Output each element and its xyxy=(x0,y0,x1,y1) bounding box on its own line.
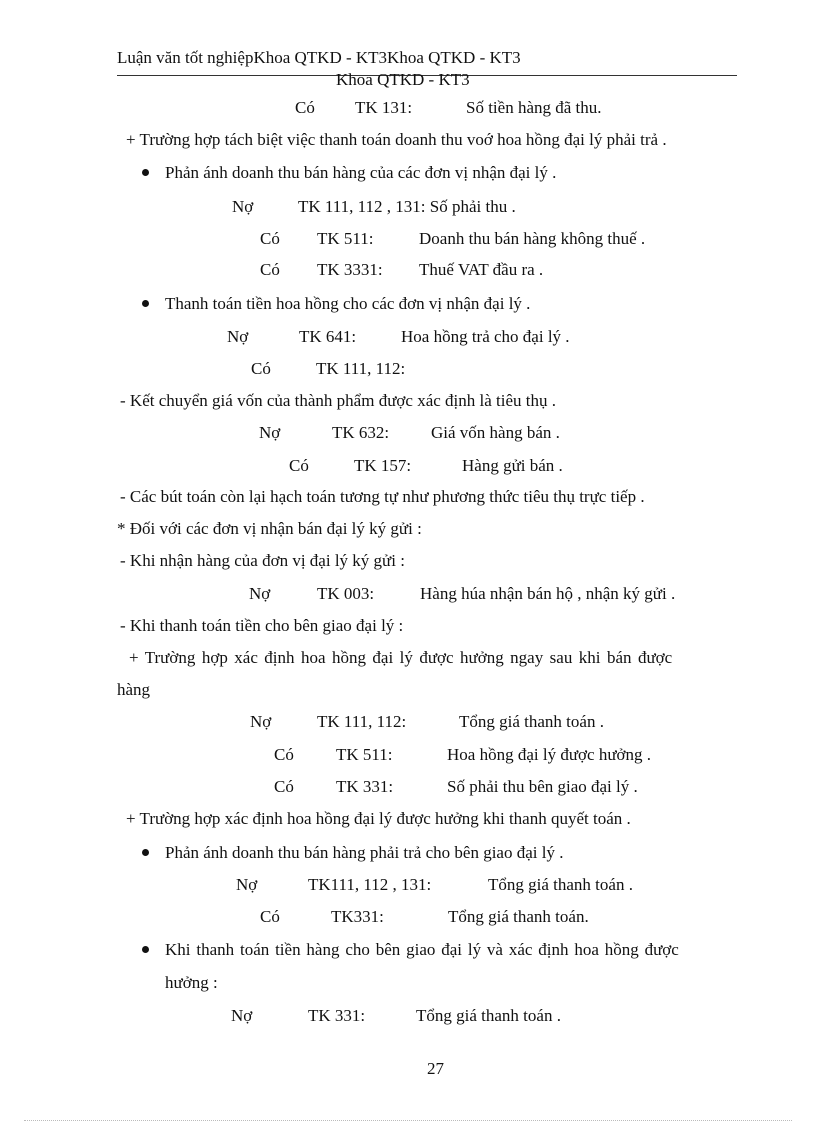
entry-desc: Tổng giá thanh toán . xyxy=(416,1006,561,1025)
entry-side: Có xyxy=(260,907,280,926)
bullet-line-cont: hưởng : xyxy=(165,973,218,992)
bullet-icon xyxy=(142,300,149,307)
entry-account: TK 632: xyxy=(332,423,390,442)
entry-account: TK 3331: xyxy=(317,260,383,279)
bullet-line: Thanh toán tiền hoa hồng cho các đơn vị nhận đại lý . xyxy=(165,294,531,313)
page-number: 27 xyxy=(427,1059,444,1078)
entry-desc: Tổng giá thanh toán . xyxy=(459,712,604,731)
entry-desc: Hoa hồng trả cho đại lý . xyxy=(401,327,570,346)
paragraph-line: hàng xyxy=(117,680,151,699)
paragraph-line: - Các bút toán còn lại hạch toán tương tự như phương thức tiêu thụ trực tiếp . xyxy=(120,487,645,506)
page-bottom-border xyxy=(24,1120,792,1121)
entry-side: Có xyxy=(260,229,280,248)
bullet-line: Phản ánh doanh thu bán hàng phải trả cho bên giao đại lý . xyxy=(165,843,564,862)
entry-side: Nợ xyxy=(259,423,281,442)
paragraph-line: - Khi thanh toán tiền cho bên giao đại lý : xyxy=(120,616,404,635)
entry-side: Có xyxy=(295,98,315,117)
paragraph-line: - Khi nhận hàng của đơn vị đại lý ký gửi : xyxy=(120,551,405,570)
entry-side: Nợ xyxy=(232,197,254,216)
entry-account: TK 111, 112 , 131: Số phải thu . xyxy=(298,197,516,216)
entry-desc: Tổng giá thanh toán . xyxy=(488,875,633,894)
entry-account: TK111, 112 , 131: xyxy=(308,875,432,894)
entry-account: TK 641: xyxy=(299,327,357,346)
entry-side: Có xyxy=(289,456,309,475)
entry-side: Có xyxy=(260,260,280,279)
entry-account: TK 111, 112: xyxy=(317,712,407,731)
entry-account: TK 003: xyxy=(317,584,375,603)
entry-side: Có xyxy=(274,745,294,764)
paragraph-line: * Đối với các đơn vị nhận bán đại lý ký gửi : xyxy=(117,519,422,538)
bullet-icon xyxy=(142,849,149,856)
bullet-icon xyxy=(142,169,149,176)
paragraph-line: - Kết chuyển giá vốn của thành phẩm được xác định là tiêu thụ . xyxy=(120,391,556,410)
paragraph-line: + Trường hợp xác định hoa hồng đại lý được hưởng ngay sau khi bán được xyxy=(129,648,673,667)
entry-account: TK 111, 112: xyxy=(316,359,406,378)
entry-side: Có xyxy=(274,777,294,796)
page-header: Luận văn tốt nghiệpKhoa QTKD - KT3Khoa QTKD - KT3 xyxy=(117,48,521,67)
entry-account: TK 131: xyxy=(355,98,413,117)
entry-account: TK 511: xyxy=(336,745,393,764)
entry-side: Nợ xyxy=(231,1006,253,1025)
entry-side: Có xyxy=(251,359,271,378)
entry-desc: Doanh thu bán hàng không thuế . xyxy=(419,229,646,248)
bullet-line: Phản ánh doanh thu bán hàng của các đơn vị nhận đại lý . xyxy=(165,163,557,182)
bullet-line: Khi thanh toán tiền hàng cho bên giao đại lý và xác định hoa hồng được xyxy=(165,940,679,959)
paragraph-line: + Trường hợp tách biệt việc thanh toán doanh thu voớ hoa hồng đại lý phải trả . xyxy=(126,130,667,149)
entry-desc: Giá vốn hàng bán . xyxy=(431,423,560,442)
entry-desc: Thuế VAT đầu ra . xyxy=(419,260,544,279)
entry-account: TK 157: xyxy=(354,456,412,475)
paragraph-line: + Trường hợp xác định hoa hồng đại lý được hưởng khi thanh quyết toán . xyxy=(126,809,631,828)
entry-desc: Tổng giá thanh toán. xyxy=(448,907,589,926)
entry-side: Nợ xyxy=(249,584,271,603)
entry-side: Nợ xyxy=(236,875,258,894)
entry-side: Nợ xyxy=(250,712,272,731)
entry-desc: Số tiền hàng đã thu. xyxy=(466,98,602,117)
entry-desc: Hàng gửi bán . xyxy=(462,456,563,475)
entry-account: TK 331: xyxy=(308,1006,366,1025)
bullet-icon xyxy=(142,946,149,953)
entry-desc: Hàng húa nhận bán hộ , nhận ký gửi . xyxy=(420,584,676,603)
entry-account: TK 331: xyxy=(336,777,394,796)
page-header-sub: Khoa QTKD - KT3 xyxy=(336,70,470,89)
entry-desc: Số phải thu bên giao đại lý . xyxy=(447,777,638,796)
entry-side: Nợ xyxy=(227,327,249,346)
entry-account: TK 511: xyxy=(317,229,374,248)
entry-desc: Hoa hồng đại lý được hưởng . xyxy=(447,745,652,764)
entry-account: TK331: xyxy=(331,907,384,926)
